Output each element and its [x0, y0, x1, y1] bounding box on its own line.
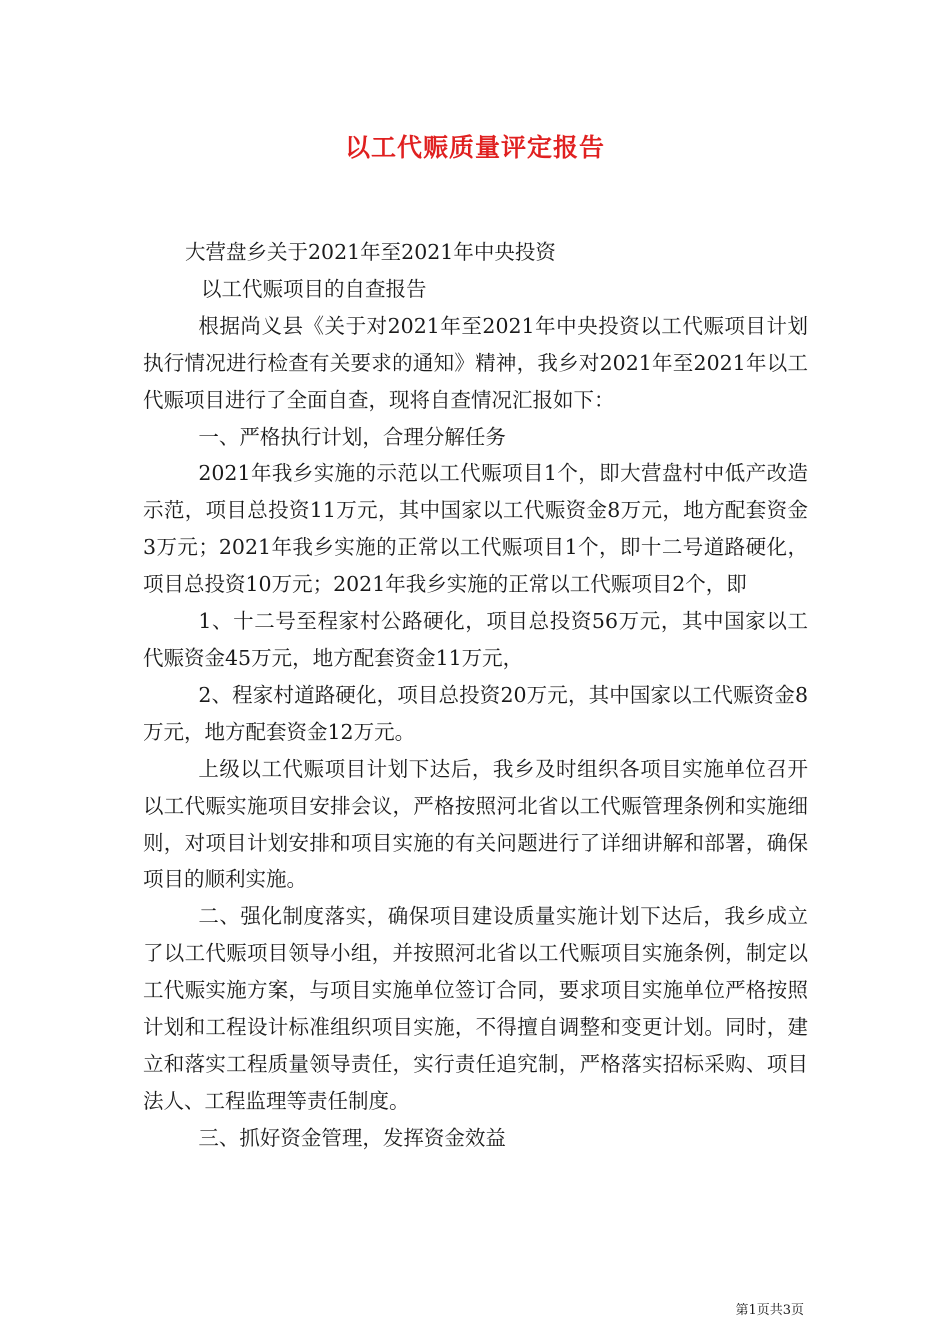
paragraph-heading-line-2: 以工代赈项目的自查报告 [201, 276, 427, 301]
page-number: 第1页共3页 [735, 1303, 804, 1318]
list-item-1: 1、十二号至程家村公路硬化，项目总投资56万元，其中国家以工代赈资金45万元，地方配套资金11万元， [143, 609, 808, 670]
section-heading-1: 一、严格执行计划，合理分解任务 [198, 424, 506, 449]
section-heading-3: 三、抓好资金管理，发挥资金效益 [198, 1125, 506, 1150]
document-body [143, 234, 808, 1157]
section-heading-2-paragraph: 二、强化制度落实，确保项目建设质量实施计划下达后，我乡成立了以工代赈项目领导小组，并按照河北省以工代赈项目实施条例，制定以工代赈实施方案，与项目实施单位签订合同，要求项目实施单位严格按照计划和工程设计标准组织项目实施，不得擅自调整和变更计划。同时，建立和落实工程质量领导责任，实行责任追究制，严格落实招标采购、项目法人、工程监理等责任制度。 [143, 904, 808, 1113]
list-item-2: 2、程家村道路硬化，项目总投资20万元，其中国家以工代赈资金8万元，地方配套资金12万元。 [143, 682, 808, 744]
paragraph-meeting: 上级以工代赈项目计划下达后，我乡及时组织各项目实施单位召开以工代赈实施项目安排会议，严格按照河北省以工代赈管理条例和实施细则，对项目计划安排和项目实施的有关问题进行了详细讲解和部署，确保项目的顺利实施。 [143, 756, 808, 892]
document-title: 以工代赈质量评定报告 [344, 133, 605, 162]
paragraph-projects: 2021年我乡实施的示范以工代赈项目1个，即大营盘村中低产改造示范，项目总投资11万元，其中国家以工代赈资金8万元，地方配套资金3万元；2021年我乡实施的正常以工代赈项目1个，即十二号道路硬化，项目总投资10万元；2021年我乡实施的正常以工代赈项目2个，即 [143, 461, 808, 597]
paragraph-heading-line-1: 大营盘乡关于2021年至2021年中央投资 [185, 240, 556, 264]
paragraph-intro: 根据尚义县《关于对2021年至2021年中央投资以工代赈项目计划执行情况进行检查有关要求的通知》精神，我乡对2021年至2021年以工代赈项目进行了全面自查，现将自查情况汇报如下： [143, 313, 808, 412]
